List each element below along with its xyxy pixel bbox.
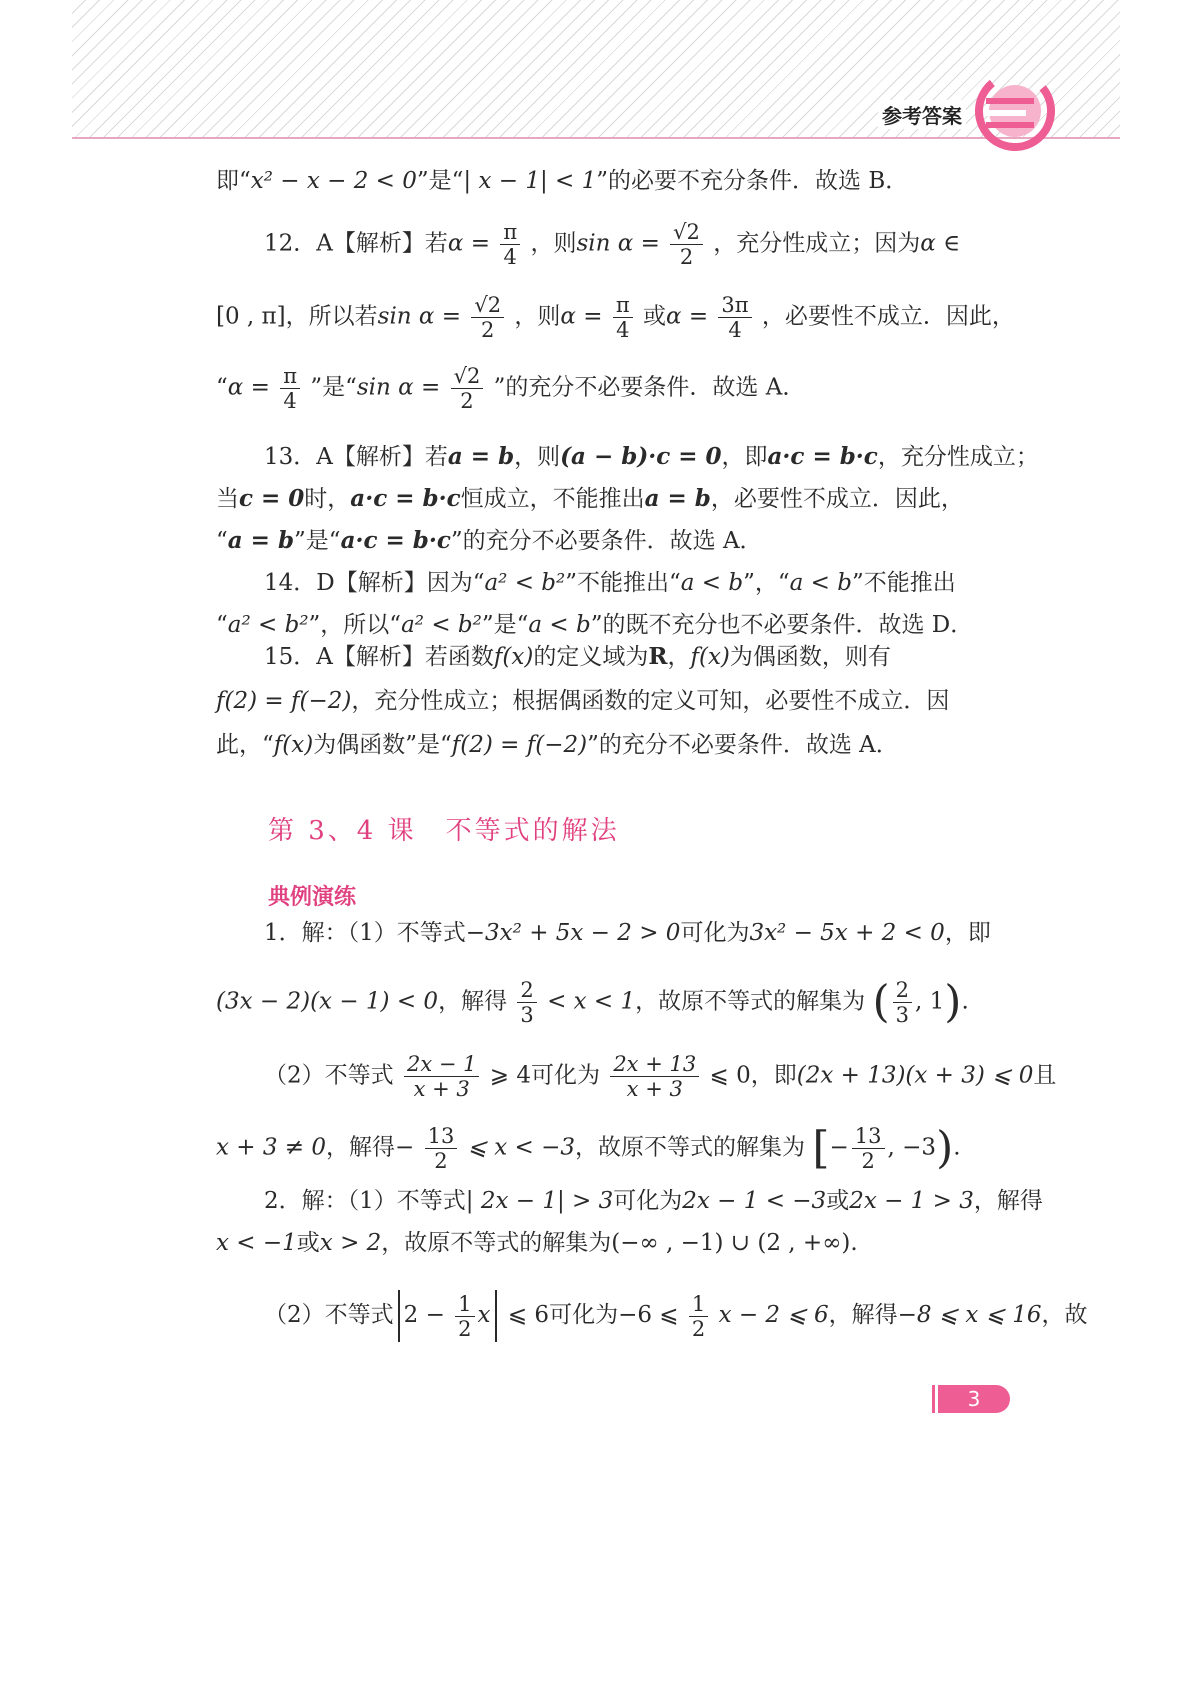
text-line: (3x − 2)(x − 1) < 0，解得 $\frac{2}{3}$ < x < 1，故原不等式的解集为 ( $\frac{2}{3}$ , 1). [216,976,969,1028]
answer-14: 14．D【解析】因为“a² < b²”不能推出“a < b”，“a < b”不能推出 [264,570,956,596]
text-line: （2）不等式 2 − $\frac{1}{2}$ x ⩽ 6可化为−6 ⩽ $\frac{1}{2}$ x − 2 ⩽ 6，解得−8 ⩽ x ⩽ 16，故 [264,1291,1088,1341]
example-heading: 典例演练 [268,885,357,910]
lesson-title: 第 3、4 课 不等式的解法 [268,816,620,846]
text-line: “α = $\frac{\pi}{4}$ ”是“sin α = $\frac{√2}{2}$ ”的充分不必要条件．故选 A． [216,364,806,413]
text-line: 此，“f(x)为偶函数”是“f(2) = f(−2)”的充分不必要条件．故选 A． [216,732,899,758]
fraction: $\frac{2x - 1}{x + 3}$ [404,1052,480,1101]
section-label: 参考答案 [878,100,966,129]
text-line: “a = b”是“a·c = b·c”的充分不必要条件．故选 A． [216,527,763,554]
text-line: f(2) = f(−2)，充分性成立；根据偶函数的定义可知，必要性不成立．因 [216,688,950,714]
text-line: “a² < b²”，所以“a² < b²”是“a < b”的既不充分也不必要条件．故选 D． [216,612,974,638]
fraction: $\frac{2x + 13}{x + 3}$ [610,1052,699,1101]
fraction: $\frac{\pi}{4}$ [280,364,300,413]
abs-bar [398,1290,400,1342]
fraction: $\frac{\pi}{4}$ [613,293,633,342]
fraction: $\frac{13}{2}$ [852,1124,885,1173]
page-number: 3 [938,1385,1010,1413]
fraction: $\frac{2}{3}$ [893,978,912,1027]
text-line: 即“x² − x − 2 < 0”是“| x − 1| < 1”的必要不充分条件．故选 B． [216,168,909,194]
answer-12: 12．A【解析】若α = $\frac{\pi}{4}$ ，则sin α = $\frac{√2}{2}$ ，充分性成立；因为α ∈ [264,220,961,269]
abs-bar [495,1290,497,1342]
page-number-bar [932,1385,935,1413]
example-2-line: 2．解：（1）不等式| 2x − 1| > 3可化为2x − 1 < −3或2x − 1 > 3，解得 [264,1188,1043,1214]
chapter-badge-icon [972,68,1058,154]
fraction: $\frac{√2}{2}$ [471,293,504,342]
fraction: $\frac{2}{3}$ [517,978,536,1027]
text-line: x < −1或x > 2，故原不等式的解集为(−∞ , −1) ∪ (2 , +∞). [216,1230,858,1256]
fraction: $\frac{√2}{2}$ [451,364,484,413]
answer-13: 13．A【解析】若a = b，则(a − b)·c = 0，即a·c = b·c，充分性成立； [264,443,1039,470]
header-divider [72,137,1120,139]
fraction: $\frac{3\pi}{4}$ [718,293,751,342]
fraction: $\frac{1}{2}$ [689,1292,708,1341]
text-line: （2）不等式 $\frac{2x - 1}{x + 3}$ ⩾ 4可化为 $\frac{2x + 13}{x + 3}$ ⩽ 0，即(2x + 13)(x + 3) ⩽ 0且 [264,1052,1057,1101]
answer-15: 15．A【解析】若函数f(x)的定义域为R，f(x)为偶函数，则有 [264,643,891,670]
text-line: x + 3 ≠ 0，解得− $\frac{13}{2}$ ⩽ x < −3，故原不等式的解集为 [− $\frac{13}{2}$ , −3). [216,1122,961,1174]
fraction: $\frac{√2}{2}$ [670,220,703,269]
fraction: $\frac{13}{2}$ [425,1124,458,1173]
text-line: 当c = 0时，a·c = b·c恒成立，不能推出a = b，必要性不成立．因此， [216,485,964,512]
text-line: [0 , π]，所以若sin α = $\frac{√2}{2}$ ，则α = $\frac{\pi}{4}$ 或α = $\frac{3\pi}{4}$ ，必要性不成立．因此， [216,293,1015,342]
fraction: $\frac{\pi}{4}$ [500,220,520,269]
example-1-line: 1．解：（1）不等式−3x² + 5x − 2 > 0可化为3x² − 5x + 2 < 0，即 [264,920,991,946]
fraction: $\frac{1}{2}$ [455,1292,474,1341]
